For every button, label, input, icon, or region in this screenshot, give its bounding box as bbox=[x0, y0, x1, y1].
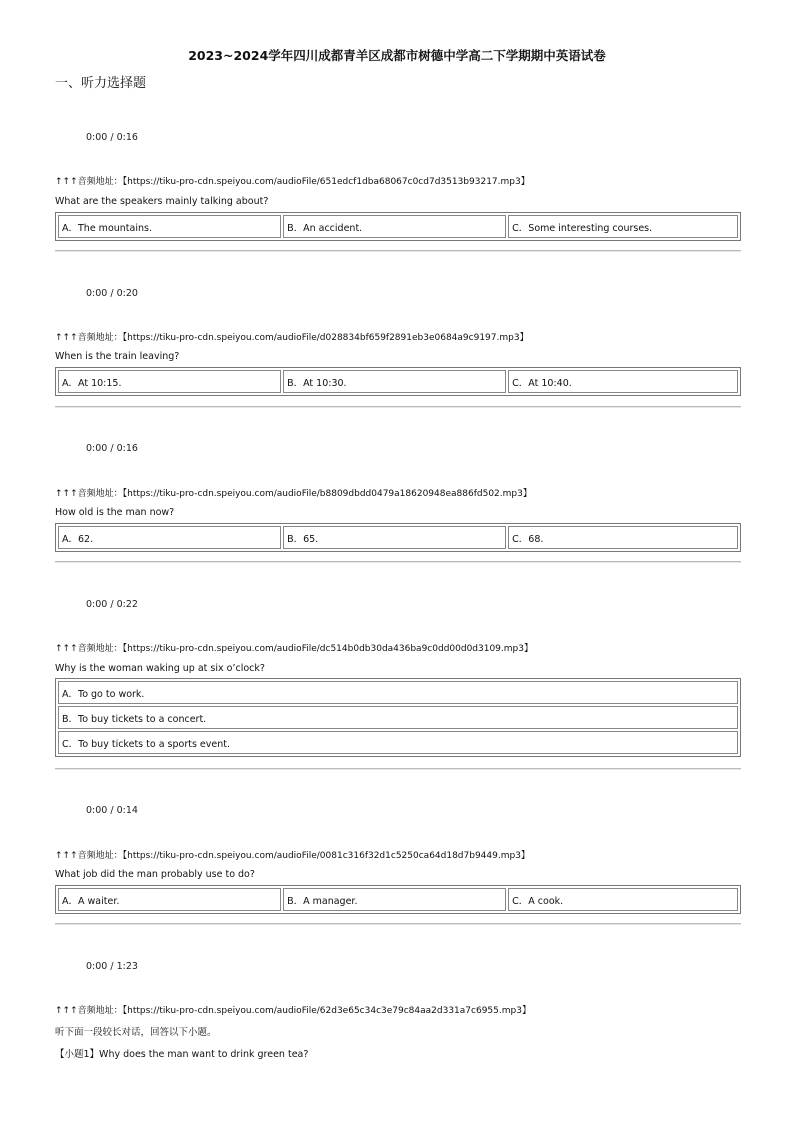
audio-url bbox=[55, 1003, 531, 1016]
divider bbox=[55, 406, 741, 407]
audio-time: 0:00 / 1:23 bbox=[86, 961, 138, 972]
audio-url bbox=[55, 486, 532, 499]
options-table bbox=[55, 212, 741, 241]
divider bbox=[55, 250, 741, 251]
audio-link[interactable]: 【https://tiku-pro-cdn.speiyou.com/audioFile/b8809dbdd0479a18620948ea886fd502.mp3】 bbox=[122, 489, 532, 499]
option-b[interactable]: B．At 10:30. bbox=[283, 370, 506, 393]
audio-label: ↑↑↑音频地址： bbox=[55, 333, 123, 343]
audio-link[interactable]: 【https://tiku-pro-cdn.speiyou.com/audioFile/d028834bf659f2891eb3e0684a9c9197.mp3】 bbox=[122, 333, 529, 343]
divider bbox=[55, 768, 741, 769]
audio-time: 0:00 / 0:16 bbox=[86, 443, 138, 454]
options-table bbox=[55, 678, 741, 757]
audio-player[interactable] bbox=[86, 805, 138, 816]
question-prompt: How old is the man now? bbox=[55, 507, 175, 518]
question-prompt: When is the train leaving? bbox=[55, 351, 180, 362]
option-b[interactable]: B．To buy tickets to a concert. bbox=[58, 706, 738, 729]
option-c[interactable]: C．To buy tickets to a sports event. bbox=[58, 731, 738, 754]
divider bbox=[55, 923, 741, 924]
option-b[interactable]: B．65. bbox=[283, 526, 506, 549]
section-heading: 一、听力选择题 bbox=[55, 76, 147, 91]
audio-time: 0:00 / 0:22 bbox=[86, 599, 138, 610]
option-c[interactable]: C．Some interesting courses. bbox=[508, 215, 738, 238]
audio-player[interactable] bbox=[86, 132, 138, 143]
option-a[interactable]: A．To go to work. bbox=[58, 681, 738, 704]
option-b[interactable]: B．A manager. bbox=[283, 888, 506, 911]
audio-label: ↑↑↑音频地址： bbox=[55, 1006, 123, 1016]
option-b[interactable]: B．An accident. bbox=[283, 215, 506, 238]
instruction-text: 听下面一段较长对话，回答以下小题。 bbox=[55, 1027, 217, 1038]
audio-player[interactable] bbox=[86, 288, 138, 299]
audio-link[interactable]: 【https://tiku-pro-cdn.speiyou.com/audioFile/651edcf1dba68067c0cd7d3513b93217.mp3】 bbox=[122, 177, 530, 187]
option-a[interactable]: A．At 10:15. bbox=[58, 370, 281, 393]
option-c[interactable]: C．A cook. bbox=[508, 888, 738, 911]
audio-link[interactable]: 【https://tiku-pro-cdn.speiyou.com/audioFile/dc514b0db30da436ba9c0dd00d0d3109.mp3】 bbox=[122, 644, 533, 654]
audio-player[interactable] bbox=[86, 599, 138, 610]
question-prompt: What are the speakers mainly talking about? bbox=[55, 196, 269, 207]
question-prompt: Why is the woman waking up at six o’clock? bbox=[55, 663, 265, 674]
options-table bbox=[55, 523, 741, 552]
audio-player[interactable] bbox=[86, 961, 138, 972]
option-a[interactable]: A．A waiter. bbox=[58, 888, 281, 911]
option-a[interactable]: A．The mountains. bbox=[58, 215, 281, 238]
audio-url bbox=[55, 174, 530, 187]
option-c[interactable]: C．68. bbox=[508, 526, 738, 549]
audio-url bbox=[55, 330, 529, 343]
audio-url bbox=[55, 641, 533, 654]
audio-label: ↑↑↑音频地址： bbox=[55, 644, 123, 654]
audio-player[interactable] bbox=[86, 443, 138, 454]
divider bbox=[55, 561, 741, 562]
options-table bbox=[55, 885, 741, 914]
audio-time: 0:00 / 0:16 bbox=[86, 132, 138, 143]
option-a[interactable]: A．62. bbox=[58, 526, 281, 549]
audio-link[interactable]: 【https://tiku-pro-cdn.speiyou.com/audioFile/62d3e65c34c3e79c84aa2d331a7c6955.mp3】 bbox=[122, 1006, 531, 1016]
options-table bbox=[55, 367, 741, 396]
question-prompt: What job did the man probably use to do? bbox=[55, 869, 255, 880]
subquestion-prompt: 【小题1】Why does the man want to drink green tea? bbox=[55, 1049, 309, 1060]
audio-label: ↑↑↑音频地址： bbox=[55, 177, 123, 187]
audio-time: 0:00 / 0:20 bbox=[86, 288, 138, 299]
audio-label: ↑↑↑音频地址： bbox=[55, 489, 123, 499]
audio-label: ↑↑↑音频地址： bbox=[55, 851, 123, 861]
option-c[interactable]: C．At 10:40. bbox=[508, 370, 738, 393]
audio-link[interactable]: 【https://tiku-pro-cdn.speiyou.com/audioFile/0081c316f32d1c5250ca64d18d7b9449.mp3】 bbox=[122, 851, 530, 861]
page-title: 2023~2024学年四川成都青羊区成都市树德中学高二下学期期中英语试卷 bbox=[188, 48, 606, 63]
audio-time: 0:00 / 0:14 bbox=[86, 805, 138, 816]
audio-url bbox=[55, 848, 530, 861]
